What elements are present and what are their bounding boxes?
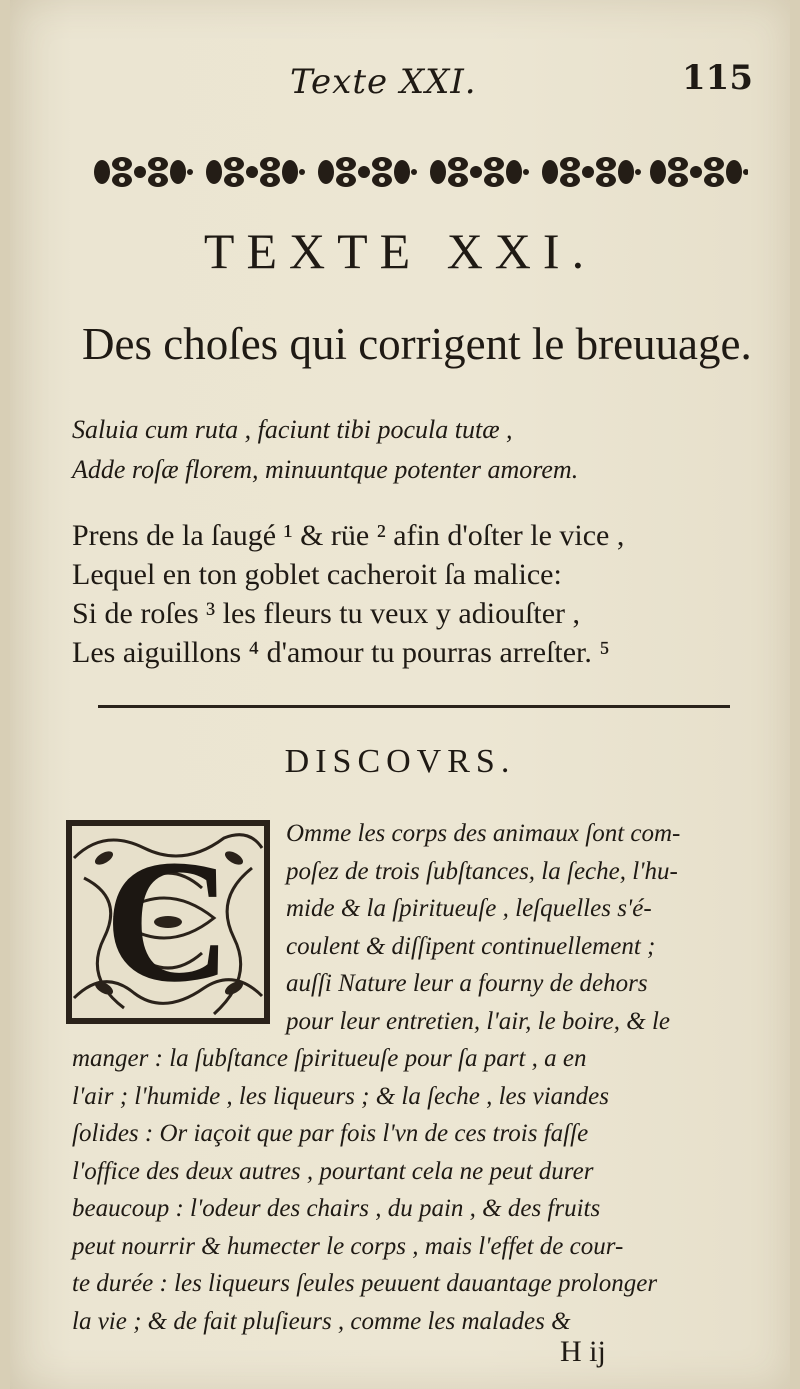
body-line: te durée : les liqueurs ſeules peuuent dauantage prolonger [72,1270,658,1297]
body-line: auſſi Nature leur a fourny de dehors [286,970,648,997]
page-footer [10,1335,790,1375]
latin-line: Adde roſæ florem, minuuntque potenter amorem. [72,455,579,484]
discours-body [72,815,752,1340]
floral-ornament-band-icon [82,150,748,194]
french-line: Si de roſes ³ les fleurs tu veux y adiouſter , [72,597,581,630]
body-line: pour leur entretien, l'air, le boire, & le [286,1007,670,1035]
french-line: Lequel en ton goblet cacheroit ſa malice: [72,558,562,591]
page-number: 115 [682,58,753,98]
body-line: l'office des deux autres , pourtant cela ne peut durer [72,1157,594,1185]
latin-line: Saluia cum ruta , faciunt tibi pocula tutæ , [72,415,513,444]
latin-verse [72,410,752,490]
body-line: Omme les corps des animaux ſont com- [286,820,681,847]
body-line: peut nourrir & humecter le corps , mais l'effet de cour- [72,1232,624,1260]
catchword: H ij [560,1335,606,1368]
body-line: mide & la ſpiritueuſe , leſquelles s'é- [286,895,652,922]
body-line: manger : la ſubſtance ſpiritueuſe pour ſa part , a en [72,1045,587,1072]
body-line: poſez de trois ſubſtances, la ſeche, l'hu- [286,857,678,885]
body-line: l'air ; l'humide , les liqueurs ; & la ſeche , les viandes [72,1082,609,1110]
book-page [10,0,790,1389]
discours-title: DISCOVRS. [284,743,516,780]
french-line: Les aiguillons ⁴ d'amour tu pourras arreſter. ⁵ [72,636,610,669]
body-line: beaucoup : l'odeur des chairs , du pain , & des fruits [72,1195,601,1222]
french-verse [72,516,772,672]
running-head [10,58,790,108]
running-title: Texte XXI. [290,62,477,102]
initial-letter: C [104,824,232,1019]
body-line: coulent & diſſipent continuellement ; [286,932,656,960]
body-line: la vie ; & de fait pluſieurs , comme les malades & [72,1307,571,1335]
section-title: TEXTE XXI. [203,223,597,279]
body-line: ſolides : Or iaçoit que par fois l'vn de ces trois faſſe [72,1120,589,1147]
french-line: Prens de la ſaugé ¹ & rüe ² afin d'oſter le vice , [72,519,625,552]
section-heading: Des choſes qui corrigent le breuuage. [82,319,752,369]
section-divider [98,705,730,708]
